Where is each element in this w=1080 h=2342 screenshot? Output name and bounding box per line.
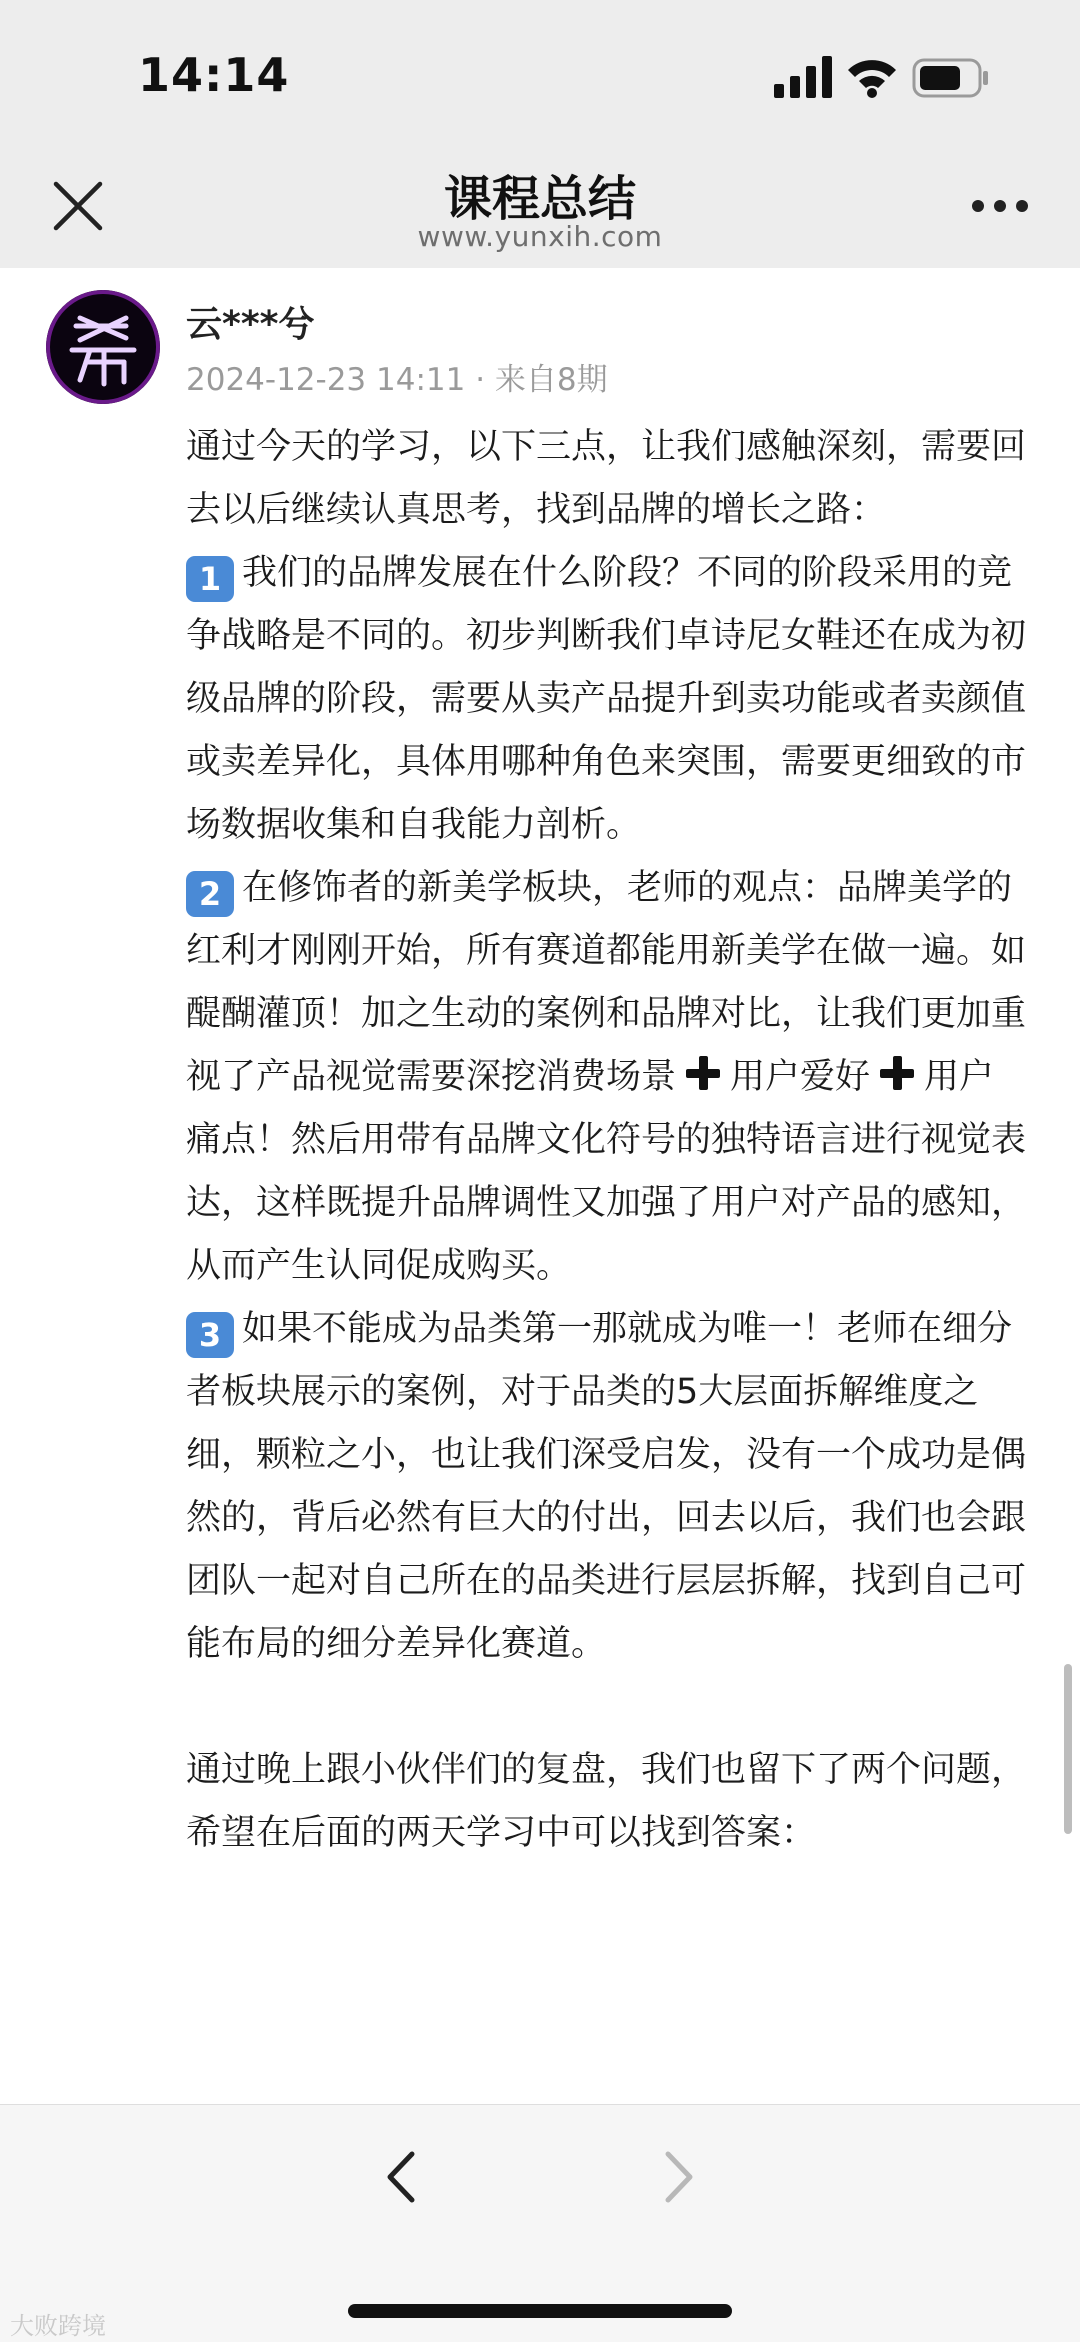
- post-content: [186, 416, 1026, 1865]
- page-url: www.yunxih.com: [417, 220, 663, 253]
- page-title: 课程总结: [443, 171, 636, 227]
- more-dots-icon[interactable]: [970, 198, 1030, 214]
- point-2-text-b: 用户爱好: [730, 1057, 871, 1097]
- point-2: [186, 857, 1026, 1298]
- avatar[interactable]: [46, 290, 160, 404]
- point-2-text-a: 在修饰者的新美学板块，老师的观点：品牌美学的红利才刚刚开始，所有赛道都能用新美学在做一遍。如醍醐灌顶！加之生动的案例和品牌对比，让我们更加重视了产品视觉需要深挖消费场景: [186, 868, 1027, 1097]
- number-badge-2: 2: [186, 871, 234, 917]
- point-2-text-c: 用户痛点！然后用带有品牌文化符号的独特语言进行视觉表达，这样既提升品牌调性又加强了用户对产品的感知，从而产生认同促成购买。: [186, 1057, 1027, 1286]
- cellular-signal-icon: [774, 56, 834, 98]
- chevron-right-icon[interactable]: [654, 2148, 702, 2206]
- number-badge-3: 3: [186, 1312, 234, 1358]
- post-meta: 2024-12-23 14:11 · 来自8期: [186, 362, 608, 398]
- point-1: [186, 542, 1026, 857]
- paragraph-gap: [186, 1676, 1026, 1739]
- heavy-plus-icon: [878, 1054, 916, 1092]
- watermark: 大败跨境: [10, 2312, 106, 2340]
- heavy-plus-icon: [684, 1054, 722, 1092]
- home-indicator[interactable]: [348, 2304, 732, 2318]
- scrollbar[interactable]: [1064, 1664, 1072, 1834]
- wifi-icon: [846, 54, 898, 98]
- point-3-text: 如果不能成为品类第一那就成为唯一！老师在细分者板块展示的案例，对于品类的5大层面拆解维度之细，颗粒之小，也让我们深受启发，没有一个成功是偶然的，背后必然有巨大的付出，回去以后，我们也会跟团队一起对自己所在的品类进行层层拆解，找到自己可能布局的细分差异化赛道。: [186, 1309, 1027, 1664]
- avatar-glyph-icon: [46, 290, 160, 404]
- top-bar: [0, 0, 1080, 268]
- status-time: 14:14: [138, 48, 290, 102]
- chevron-left-icon[interactable]: [378, 2148, 426, 2206]
- point-1-text: 我们的品牌发展在什么阶段？不同的阶段采用的竞争战略是不同的。初步判断我们卓诗尼女鞋还在成为初级品牌的阶段，需要从卖产品提升到卖功能或者卖颜值或卖差异化，具体用哪种角色来突围，需要更细致的市场数据收集和自我能力剖析。: [186, 553, 1027, 845]
- battery-icon: [912, 58, 990, 98]
- outro-paragraph: 通过晚上跟小伙伴们的复盘，我们也留下了两个问题，希望在后面的两天学习中可以找到答案：: [186, 1750, 1027, 1853]
- point-3: [186, 1298, 1026, 1676]
- number-badge-1: 1: [186, 556, 234, 602]
- username[interactable]: 云***兮: [186, 304, 315, 345]
- intro-paragraph: 通过今天的学习，以下三点，让我们感触深刻，需要回去以后继续认真思考，找到品牌的增长之路：: [186, 427, 1027, 530]
